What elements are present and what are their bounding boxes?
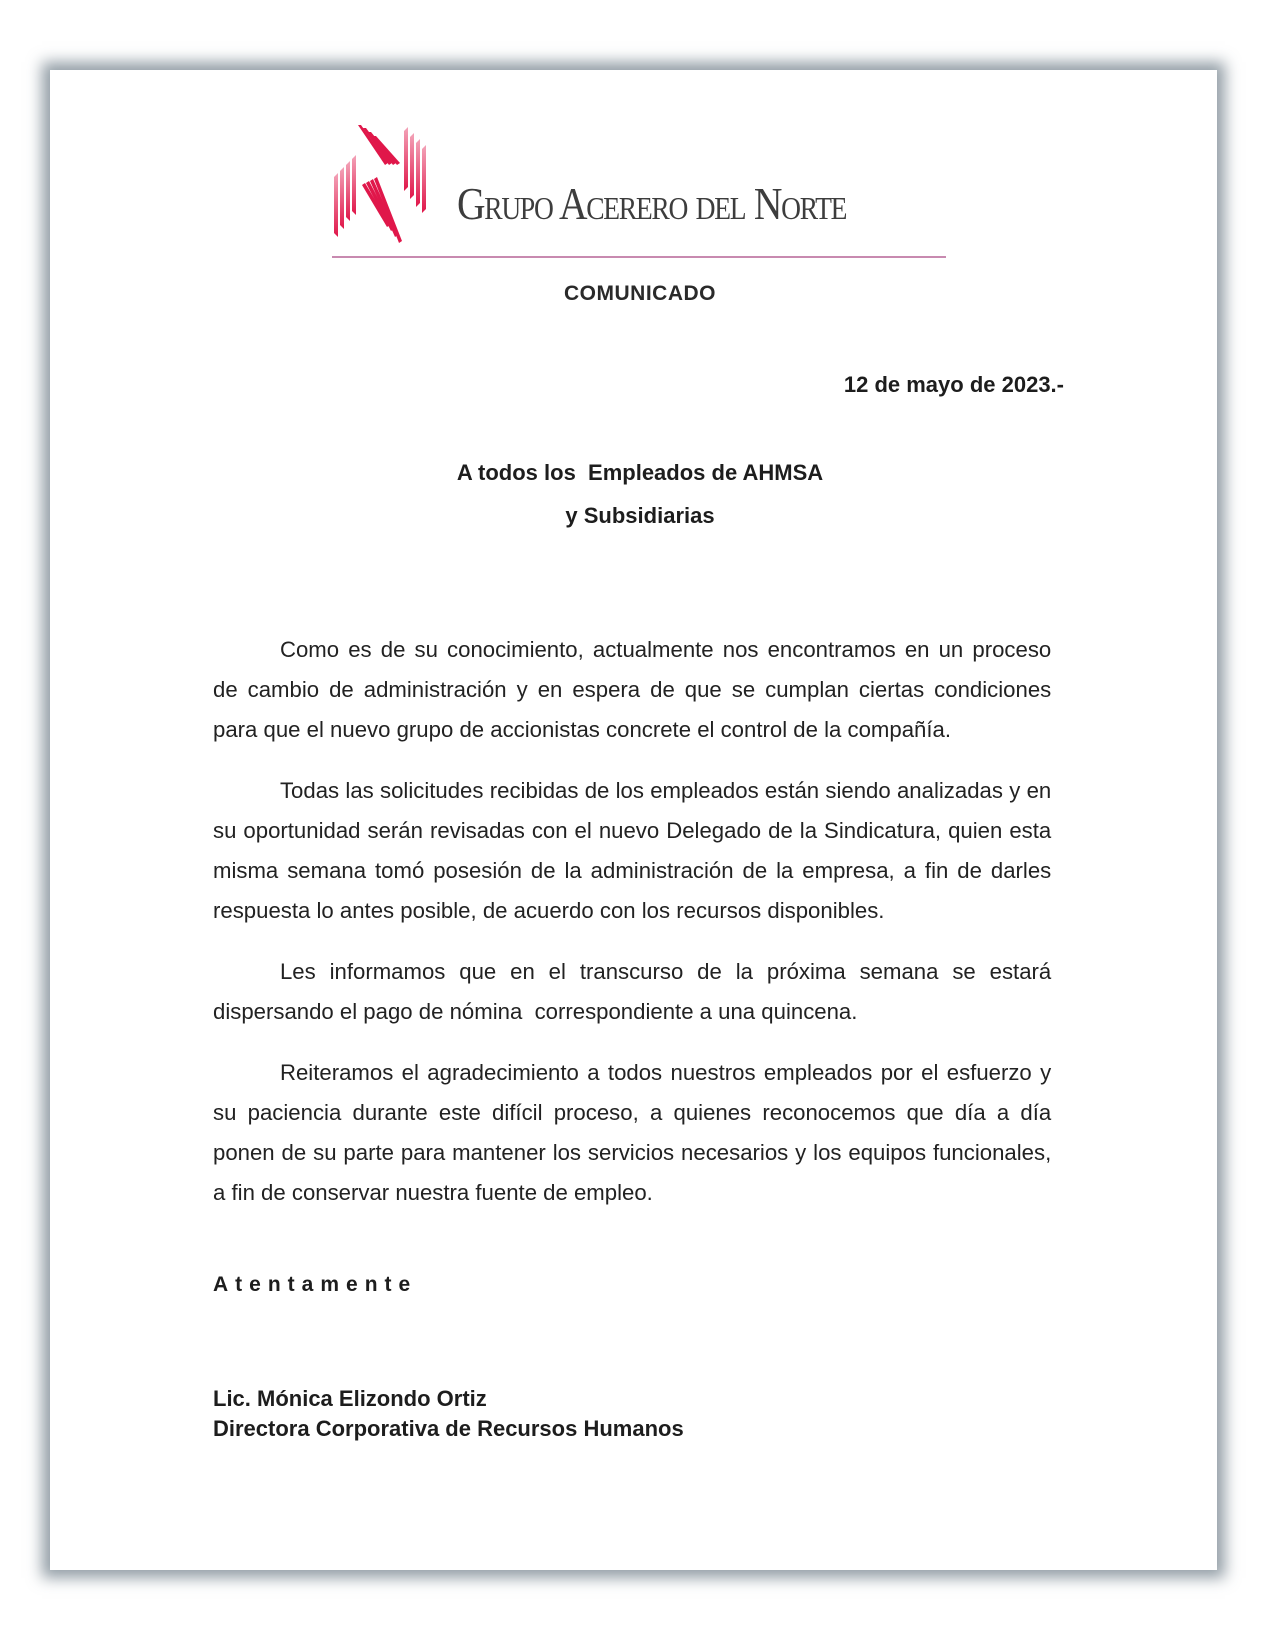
body-paragraph-2: Todas las solicitudes recibidas de los empleados están siendo analizadas y en su oportunidad serán revisadas con el nuevo Delegado de la Sindicatura, quien esta misma semana tomó posesión de la administración de la empresa, a fin de darles respuesta lo antes posible, de acuerdo con los recursos disponibles. — [213, 778, 1052, 923]
signer-title: Directora Corporativa de Recursos Humanos — [213, 1416, 684, 1441]
company-name: Grupo Acerero del Norte — [457, 178, 847, 229]
document-date: 12 de mayo de 2023.- — [843, 372, 1064, 397]
closing-salutation: Atentamente — [213, 1273, 418, 1296]
body-paragraph-3: Les informamos que en el transcurso de la próxima semana se estará dispersando el pago de nómina correspondiente a una quincena. — [213, 959, 1058, 1024]
letterhead — [330, 125, 950, 265]
letter-body — [213, 630, 1064, 1234]
letterhead-divider — [332, 256, 946, 258]
signer-name: Lic. Mónica Elizondo Ortiz — [213, 1386, 487, 1411]
recipient-line-1: A todos los Empleados de AHMSA — [456, 460, 824, 485]
body-paragraph-4: Reiteramos el agradecimiento a todos nuestros empleados por el esfuerzo y su paciencia durante este difícil proceso, a quienes reconocemos que día a día ponen de su parte para mantener los servicios necesarios y los equipos funcionales, a fin de conservar nuestra fuente de empleo. — [213, 1060, 1052, 1205]
body-paragraph-1: Como es de su conocimiento, actualmente nos encontramos en un proceso de cambio de administración y en espera de que se cumplan ciertas condiciones para que el nuevo grupo de accionistas concrete el control de la compañía. — [213, 637, 1052, 742]
recipient-line-2: y Subsidiarias — [565, 503, 715, 528]
document-title: COMUNICADO — [564, 282, 716, 305]
company-logo — [330, 125, 430, 245]
